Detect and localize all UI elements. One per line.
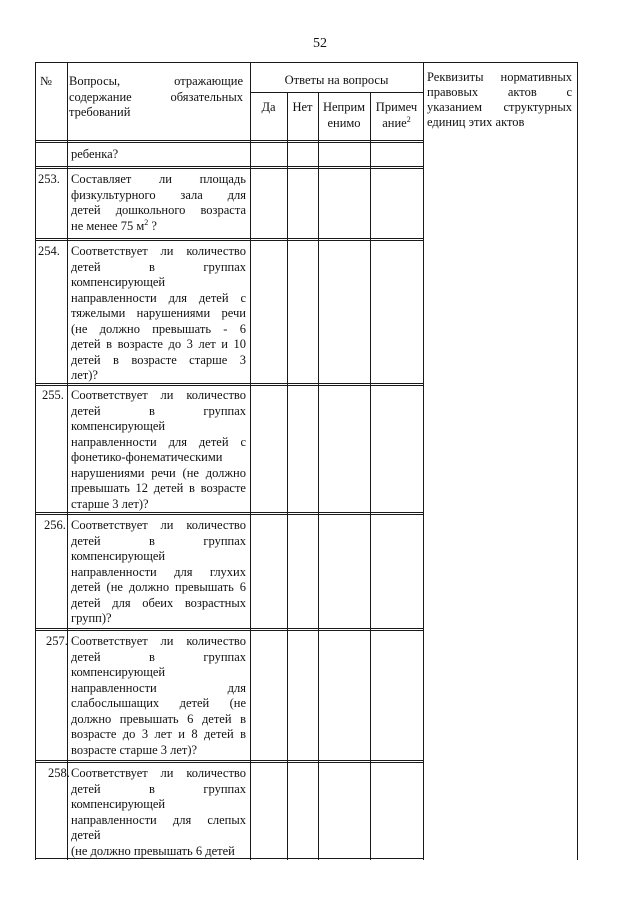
question-line: компенсирующей (71, 419, 166, 433)
row-divider (35, 166, 423, 167)
header-note: Примеч ание$^2$ (375, 100, 418, 130)
question-line: превышать 12 детей в возрасте (71, 481, 246, 495)
row-divider (35, 168, 423, 169)
question-line: слабослышащих детей (не (71, 696, 246, 710)
question-line: детей в возрасте старше 3 (71, 352, 246, 367)
row-divider (35, 512, 423, 513)
row-divider (35, 238, 423, 239)
row-divider (35, 630, 423, 631)
question-text (71, 388, 246, 512)
header-question-line: Вопросы, отражающие (69, 74, 243, 88)
row-number: 255. (42, 388, 64, 402)
row-number: 254. (38, 244, 60, 258)
question-line: детей (71, 828, 101, 842)
question-line: детей в группах (71, 649, 246, 664)
table-border-top (35, 62, 577, 63)
question-text (71, 634, 246, 758)
header-question-line: содержание обязательных (69, 89, 243, 104)
question-line: компенсирующей (71, 797, 166, 811)
column-divider (423, 62, 424, 860)
question-line: детей дошкольного возраста (71, 203, 246, 217)
header-divider (35, 140, 423, 141)
row-divider (35, 628, 423, 629)
header-number: № (40, 74, 52, 88)
question-line: Соответствует ли количество (71, 244, 246, 258)
question-line: компенсирующей (71, 549, 166, 563)
question-text (71, 518, 246, 627)
question-line: (не должно превышать - 6 (71, 321, 246, 336)
header-answers: Ответы на вопросы (284, 73, 389, 87)
question-line: возрасте старше 3 лет)? (71, 742, 198, 757)
question-line: детей в группах (71, 533, 246, 548)
header-question-line: требований (69, 105, 131, 119)
header-requisites: Реквизиты нормативных правовых актов с указанием структурных единиц этих актов (427, 70, 572, 129)
table-border-left (35, 62, 36, 860)
question-line: детей (не должно превышать 6 (71, 580, 246, 594)
question-line: (не должно превышать 6 детей (71, 843, 235, 858)
header-yes: Да (261, 100, 276, 114)
row-number: 253. (38, 172, 60, 186)
question-line: групп)? (71, 611, 112, 625)
question-text (71, 172, 246, 234)
header-divider (35, 142, 423, 143)
question-line: детей в возрасте до 3 лет и 10 (71, 337, 246, 351)
question-line: фонетико-фонематическими (71, 450, 223, 464)
header-not-applicable: Неприм енимо (322, 100, 366, 130)
question-line: не менее 75 $м^2$ ? (71, 217, 157, 233)
row-divider (35, 514, 423, 515)
question-line: детей в группах (71, 403, 246, 418)
question-text (71, 766, 246, 859)
row-divider (35, 385, 423, 386)
column-divider (318, 92, 319, 860)
question-line: возрасте до 3 лет и 8 детей в (71, 727, 246, 741)
header-no: Нет (292, 100, 313, 114)
row-number: 256. (44, 518, 66, 532)
header-note-footnote: 2 (406, 114, 411, 124)
column-divider (250, 62, 251, 860)
row-divider (35, 762, 423, 763)
question-text (71, 244, 246, 384)
page-number: 52 (313, 36, 327, 51)
column-divider (287, 92, 288, 860)
question-line: Соответствует ли количество (71, 388, 246, 402)
question-line: лет)? (71, 368, 98, 382)
question-text (71, 147, 246, 163)
question-line: должно превышать 6 детей в (71, 711, 246, 726)
row-number: 258. (48, 766, 70, 780)
row-divider (35, 760, 423, 761)
question-line: направленности для слепых (71, 812, 246, 827)
column-divider (370, 92, 371, 860)
question-line: детей в группах (71, 259, 246, 274)
question-line: направленности для детей с (71, 434, 246, 449)
question-line: Составляет ли площадь (71, 172, 246, 186)
header-group-divider (250, 92, 423, 93)
row-number: 257. (46, 634, 68, 648)
question-line: тяжелыми нарушениями речи (71, 306, 246, 320)
question-line: направленности для (71, 680, 246, 695)
question-line: старше 3 лет)? (71, 496, 149, 511)
question-line: направленности для детей с (71, 290, 246, 305)
question-line: компенсирующей (71, 665, 166, 679)
question-line: Соответствует ли количество (71, 766, 246, 780)
question-line: физкультурного зала для (71, 187, 246, 202)
column-divider (67, 62, 68, 860)
question-line: нарушениями речи (не должно (71, 465, 246, 480)
question-line: направленности для глухих (71, 564, 246, 579)
question-line: ребенка? (71, 147, 119, 161)
table-border-right (577, 62, 578, 860)
header-question (69, 74, 243, 121)
question-line: детей в группах (71, 781, 246, 796)
question-line: Соответствует ли количество (71, 634, 246, 648)
superscript: 2 (144, 217, 149, 227)
question-line: компенсирующей (71, 275, 166, 289)
question-line: детей для обеих возрастных (71, 595, 246, 610)
question-line: Соответствует ли количество (71, 518, 246, 532)
row-divider (35, 240, 423, 241)
